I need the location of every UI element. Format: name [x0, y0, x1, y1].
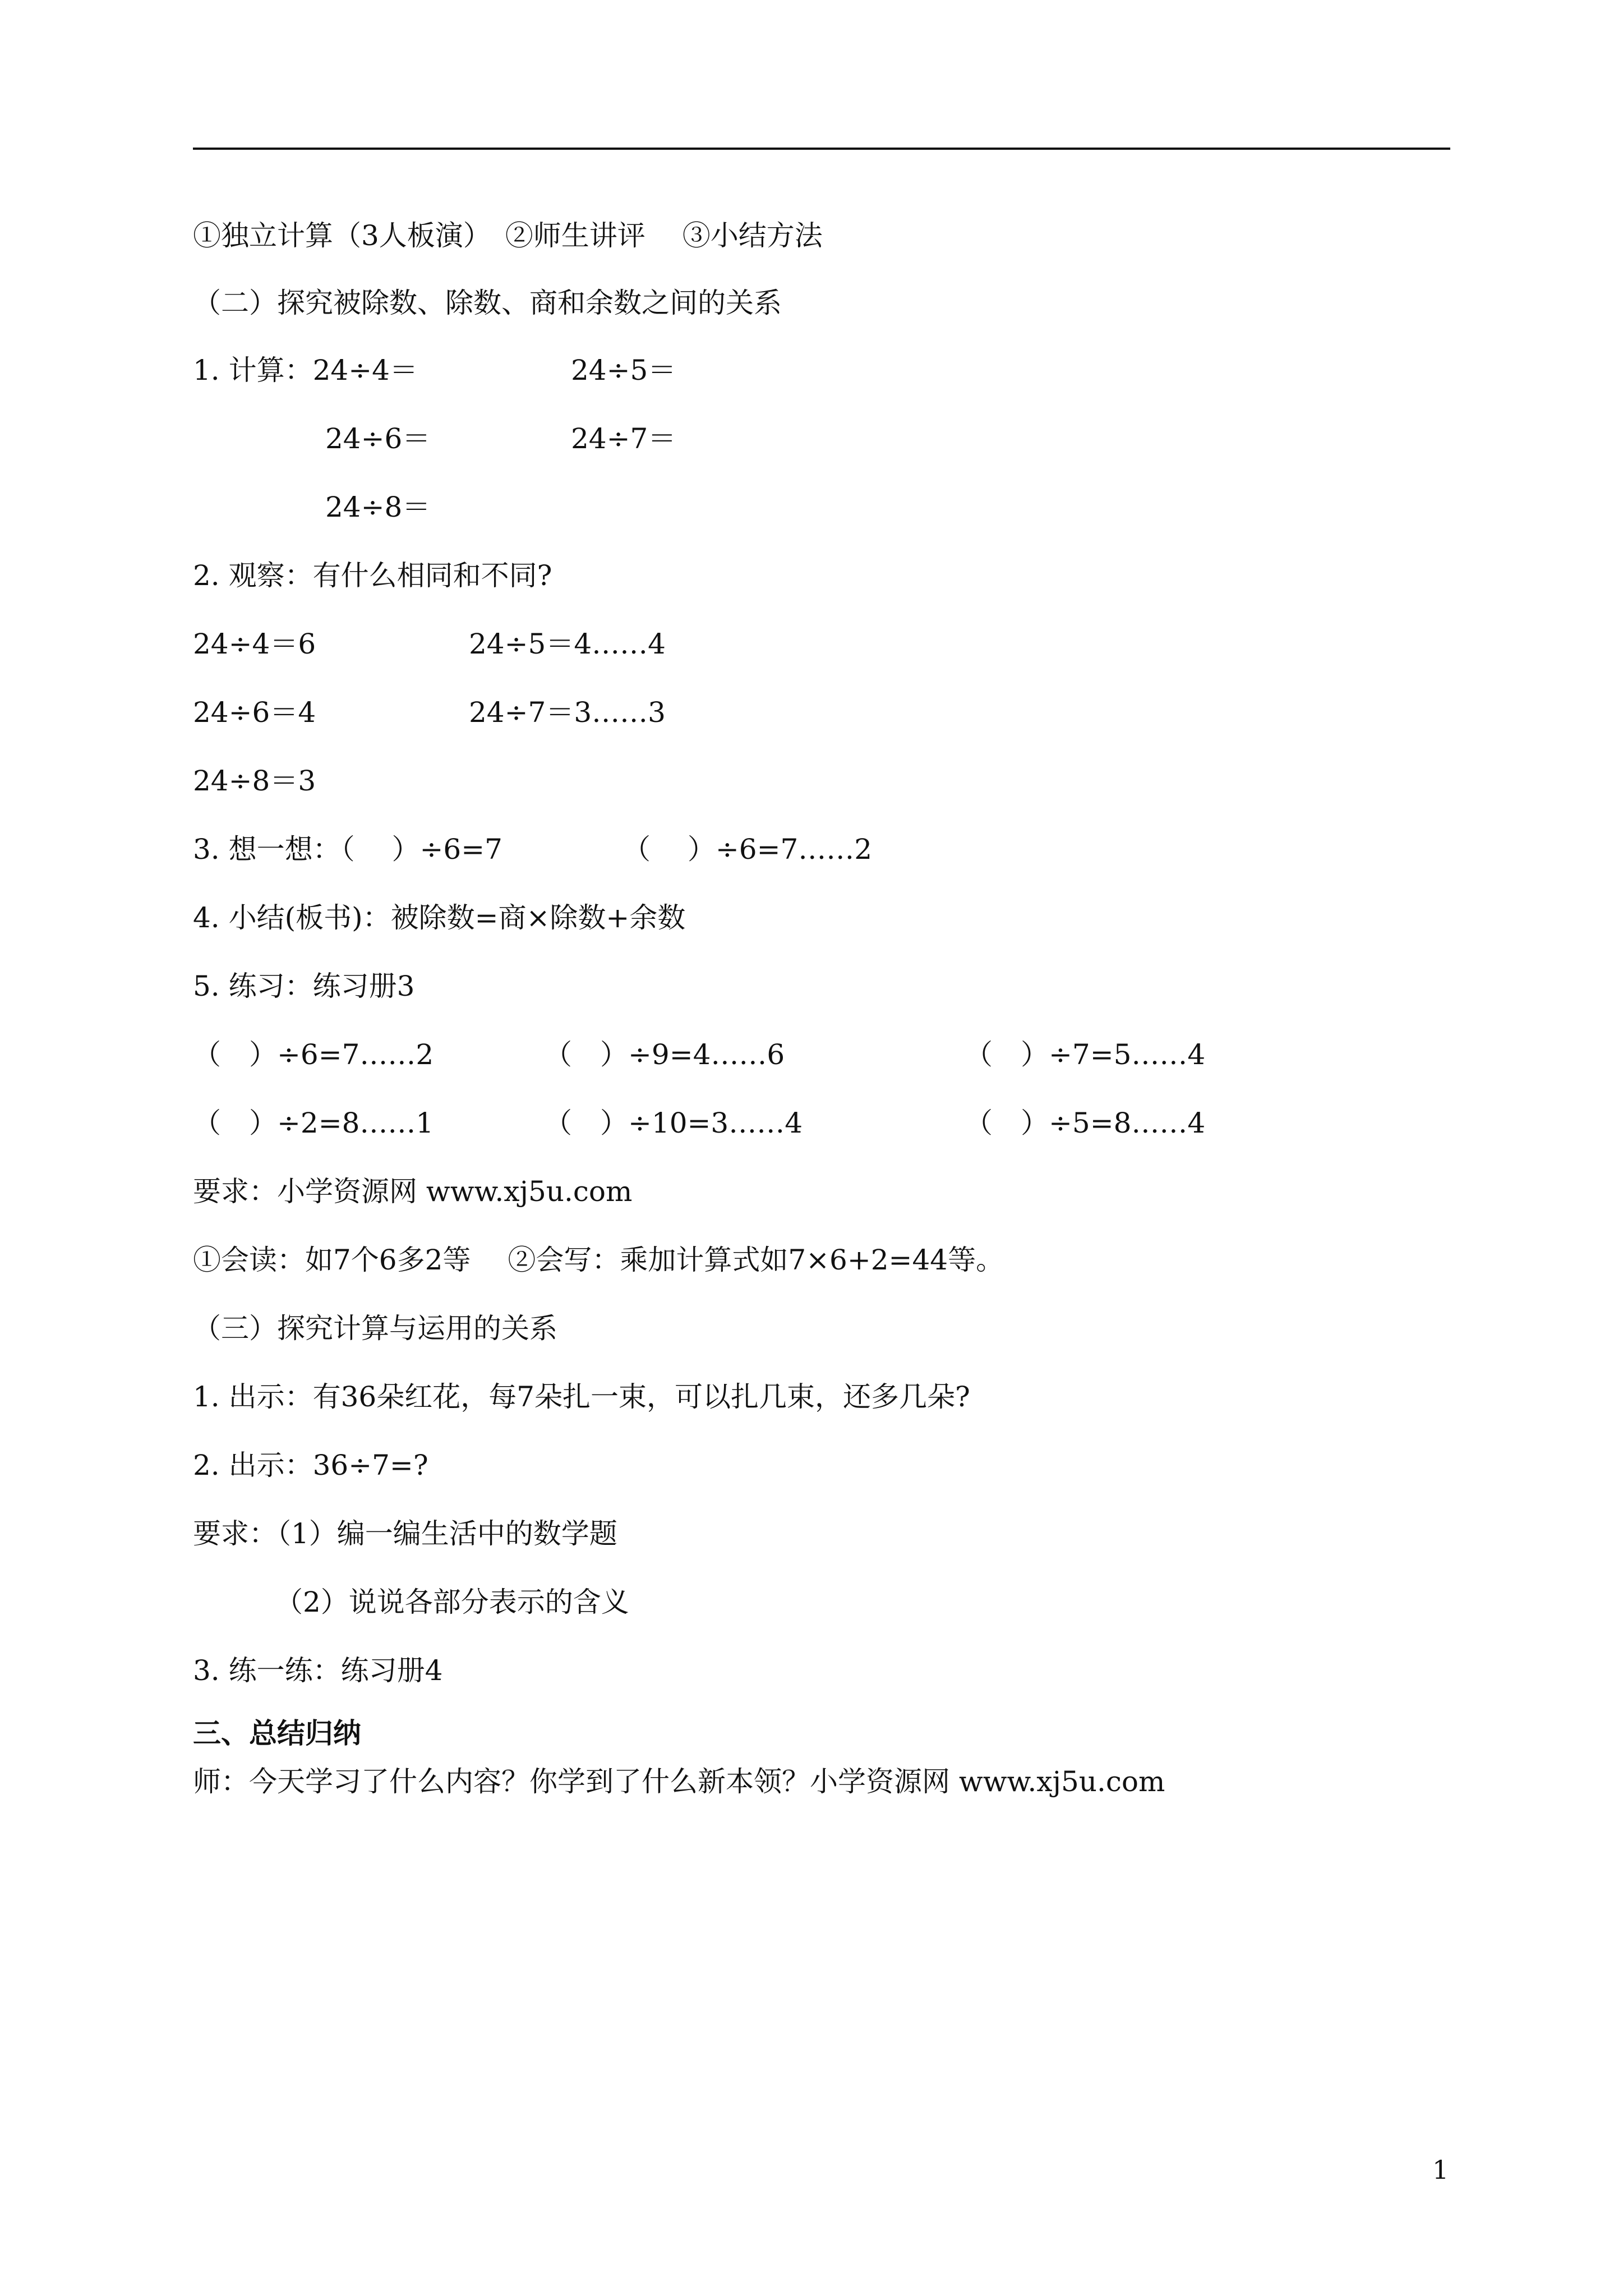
text-line: 4. 小结(板书)：被除数=商×除数+余数	[193, 901, 686, 934]
text-line: （ ）÷7=5……4	[965, 1038, 1206, 1071]
text-line: 24÷5＝	[571, 354, 676, 386]
text-line: 3. 想一想：（ ）÷6=7	[193, 833, 502, 866]
text-line: 24÷6＝4	[193, 696, 316, 729]
text-line: 2. 观察：有什么相同和不同?	[193, 559, 552, 592]
section-heading: （二）探究被除数、除数、商和余数之间的关系	[193, 287, 782, 319]
text-line: 24÷8＝	[325, 491, 431, 523]
text-line: （ ）÷10=3……4	[544, 1107, 803, 1139]
text-line: 24÷5＝4……4	[469, 628, 666, 660]
text-line: （ ）÷5=8……4	[965, 1107, 1206, 1139]
text-line: 要求：（1）编一编生活中的数学题	[193, 1517, 617, 1550]
text-line: ①独立计算（3人板演） ②师生讲评 ③小结方法	[193, 219, 823, 252]
text-line: 24÷8＝3	[193, 765, 316, 797]
text-line: 2. 出示：36÷7=?	[193, 1449, 428, 1481]
text-line: 24÷4＝6	[193, 628, 316, 660]
text-line: 1. 出示：有36朵红花，每7朵扎一束，可以扎几束，还多几朵?	[193, 1381, 970, 1413]
text-line: 3. 练一练：练习册4	[193, 1654, 443, 1687]
section-heading: （三）探究计算与运用的关系	[193, 1312, 557, 1345]
text-line: （ ）÷6=7……2	[623, 833, 873, 866]
text-line: （ ）÷9=4……6	[544, 1038, 785, 1071]
text-line: （ ）÷6=7……2	[193, 1038, 434, 1071]
text-line: 要求：小学资源网 www.xj5u.com	[193, 1175, 633, 1208]
text-line: 师：今天学习了什么内容？你学到了什么新本领？小学资源网 www.xj5u.com	[193, 1765, 1165, 1798]
text-line: ①会读：如7个6多2等 ②会写：乘加计算式如7×6+2=44等。	[193, 1244, 1004, 1276]
section-title: 三、总结归纳	[193, 1717, 361, 1750]
text-line: 24÷7＝3……3	[469, 696, 666, 729]
text-line: 1. 计算：24÷4＝	[193, 354, 418, 386]
text-line: 24÷6＝	[325, 422, 431, 455]
text-line: （ ）÷2=8……1	[193, 1107, 434, 1139]
text-line: （2）说说各部分表示的含义	[275, 1586, 629, 1618]
text-line: 5. 练习：练习册3	[193, 970, 415, 1002]
page-number: 1	[1432, 2155, 1449, 2185]
text-line: 24÷7＝	[571, 422, 676, 455]
header-rule	[193, 148, 1450, 150]
